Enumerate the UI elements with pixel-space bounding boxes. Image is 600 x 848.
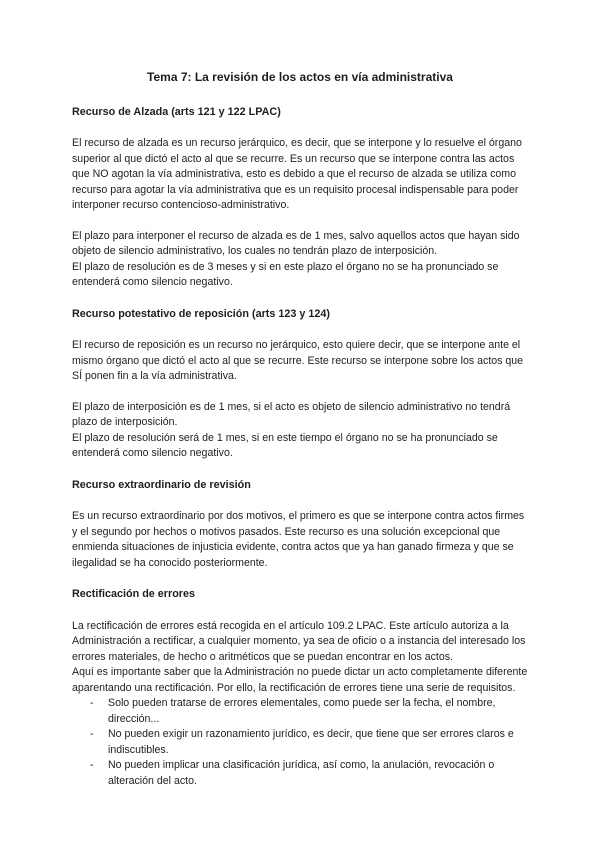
paragraph: Es un recurso extraordinario por dos motivos, el primero es que se interpone contra actos firmes y el segundo por hechos o motivos pasados. Este recurso es una solución excepcional que enmienda situaciones de injusticia evidente, contra actos que ya han ganado firmeza y que se ilegalidad se ha conocido posteriormente. — [72, 510, 525, 569]
bullet-dash: - — [90, 759, 94, 771]
section-recurso-extraordinario — [72, 478, 528, 572]
section-recurso-reposicion — [72, 307, 528, 462]
section-heading: Recurso extraordinario de revisión — [72, 478, 251, 491]
list-item — [72, 727, 528, 758]
list-item — [72, 696, 528, 727]
document-title: Tema 7: La revisión de los actos en vía administrativa — [147, 70, 453, 84]
paragraph: El recurso de alzada es un recurso jerárquico, es decir, que se interpone y lo resuelve el órgano superior al que dictó el acto al que se recurre. Es un recurso que se interpone contra las actos que NO agotan la vía administrativa, esto es debido a que el recurso de alzada se utiliza como recurso para agotar la vía administrativa que es un requisito procesal indispensable para poder interponer recurso contencioso-administrativo. — [72, 137, 522, 211]
list-item — [72, 758, 528, 789]
document-page — [72, 70, 528, 789]
paragraph: El plazo de resolución será de 1 mes, si en este tiempo el órgano no se ha pronunciado se entenderá como silencio negativo. — [72, 431, 498, 459]
section-recurso-alzada — [72, 105, 528, 291]
list-item-text: No pueden implicar una clasificación jurídica, así como, la anulación, revocación o alteración del acto. — [108, 759, 495, 787]
list-item-text: Solo pueden tratarse de errores elementales, como puede ser la fecha, el nombre, dirección... — [108, 697, 496, 725]
paragraph: Aquí es importante saber que la Administración no puede dictar un acto completamente diferente aparentando una rectificación. Por ello, la rectificación de errores tiene una serie de requisitos. — [72, 666, 528, 694]
paragraph: El recurso de reposición es un recurso no jerárquico, esto quiere decir, que se interpone ante el mismo órgano que dictó el acto al que se recurre. Este recurso se interpone sobre los actos que SÍ ponen fin a la vía administrativa. — [72, 339, 524, 382]
paragraph: El plazo para interponer el recurso de alzada es de 1 mes, salvo aquellos actos que hayan sido objeto de silencio administrativo, los cuales no tendrán plazo de interposición. — [72, 229, 520, 257]
section-heading: Recurso de Alzada (arts 121 y 122 LPAC) — [72, 105, 281, 118]
list-item-text: No pueden exigir un razonamiento jurídico, es decir, que tiene que ser errores claros e indiscutibles. — [108, 728, 514, 756]
bullet-dash: - — [90, 697, 94, 709]
section-heading: Recurso potestativo de reposición (arts 123 y 124) — [72, 307, 331, 320]
paragraph: El plazo de resolución es de 3 meses y si en este plazo el órgano no se ha pronunciado se entenderá como silencio negativo. — [72, 260, 499, 288]
section-rectificacion-errores — [72, 587, 528, 789]
paragraph: La rectificación de errores está recogida en el artículo 109.2 LPAC. Este artículo autoriza a la Administración a rectificar, a cualquier momento, ya sea de oficio o a instancia del interesado los errores materiales, de hecho o aritméticos que se puedan encontrar en los actos. — [72, 619, 526, 663]
paragraph: El plazo de interposición es de 1 mes, si el acto es objeto de silencio administrativo no tendrá plazo de interposición. — [72, 400, 511, 428]
bullet-dash: - — [90, 728, 94, 740]
requirements-list — [72, 696, 528, 789]
section-heading: Rectificación de errores — [72, 588, 196, 600]
